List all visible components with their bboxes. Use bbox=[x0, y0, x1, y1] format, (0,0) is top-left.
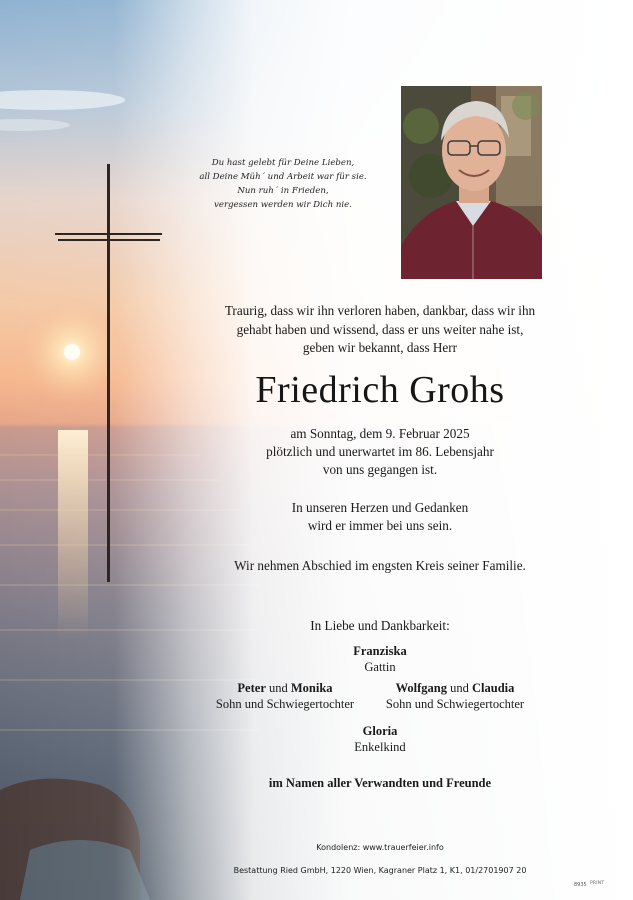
deceased-name: Friedrich Grohs bbox=[255, 369, 505, 411]
funeral-home-info: Bestattung Ried GmbH, 1220 Wien, Kagraner Platz 1, K1, 01/2701907 20 bbox=[233, 866, 527, 875]
poem-line: Du hast gelebt für Deine Lieben, bbox=[211, 158, 355, 168]
memorial-poem bbox=[178, 156, 388, 212]
poem-line: all Deine Müh´ und Arbeit war für sie. bbox=[199, 172, 367, 182]
death-notice bbox=[180, 425, 580, 479]
closing-line: im Namen aller Verwandten und Freunde bbox=[268, 776, 492, 790]
intro-line: Traurig, dass wir ihn verloren haben, dankbar, dass wir ihn bbox=[224, 303, 536, 318]
death-notice-line: am Sonntag, dem 9. Februar 2025 bbox=[290, 426, 470, 441]
intro-line: gehabt haben und wissend, dass er uns weiter nahe ist, bbox=[236, 321, 524, 337]
portrait-photo bbox=[401, 86, 542, 279]
mourner-connector: und bbox=[450, 681, 469, 695]
death-notice-line: plötzlich und unerwartet im 86. Lebensjahr bbox=[266, 444, 494, 459]
remembrance-line: wird er immer bei uns sein. bbox=[307, 518, 453, 533]
intro-line: geben wir bekannt, dass Herr bbox=[302, 340, 458, 355]
death-notice-line: von uns gegangen ist. bbox=[322, 462, 438, 477]
mourner-relation: Sohn und Schwiegertochter bbox=[385, 696, 525, 711]
farewell-text: Wir nehmen Abschied im engsten Kreis seiner Familie. bbox=[234, 558, 526, 573]
mourner-relation: Gattin bbox=[364, 659, 396, 674]
mourner-relation: Sohn und Schwiegertochter bbox=[215, 696, 355, 711]
print-code: 8935 bbox=[574, 882, 587, 888]
condolence-link[interactable]: Kondolenz: www.trauerfeier.info bbox=[316, 843, 444, 852]
mourner-name: Monika bbox=[290, 681, 333, 695]
mourner-grandchild bbox=[180, 724, 580, 755]
remembrance-line: In unseren Herzen und Gedanken bbox=[291, 500, 469, 515]
mourner-name: Peter bbox=[237, 681, 266, 695]
mourner-name: Franziska bbox=[353, 644, 407, 658]
remembrance-text bbox=[180, 499, 580, 535]
mourner-name: Claudia bbox=[472, 681, 515, 695]
gratitude-heading: In Liebe und Dankbarkeit: bbox=[310, 618, 450, 633]
intro-text bbox=[180, 302, 580, 358]
mourner-connector: und bbox=[269, 681, 288, 695]
poem-line: vergessen werden wir Dich nie. bbox=[214, 200, 352, 210]
mourner-son-peter bbox=[205, 681, 365, 712]
mourner-son-wolfgang bbox=[375, 681, 535, 712]
mourner-name: Gloria bbox=[362, 724, 398, 738]
mourner-relation: Enkelkind bbox=[354, 739, 406, 754]
printer-logo: PRINT bbox=[590, 881, 605, 886]
mourner-widow bbox=[180, 644, 580, 675]
poem-line: Nun ruh´ in Frieden, bbox=[237, 186, 329, 196]
mourner-name: Wolfgang bbox=[395, 681, 447, 695]
